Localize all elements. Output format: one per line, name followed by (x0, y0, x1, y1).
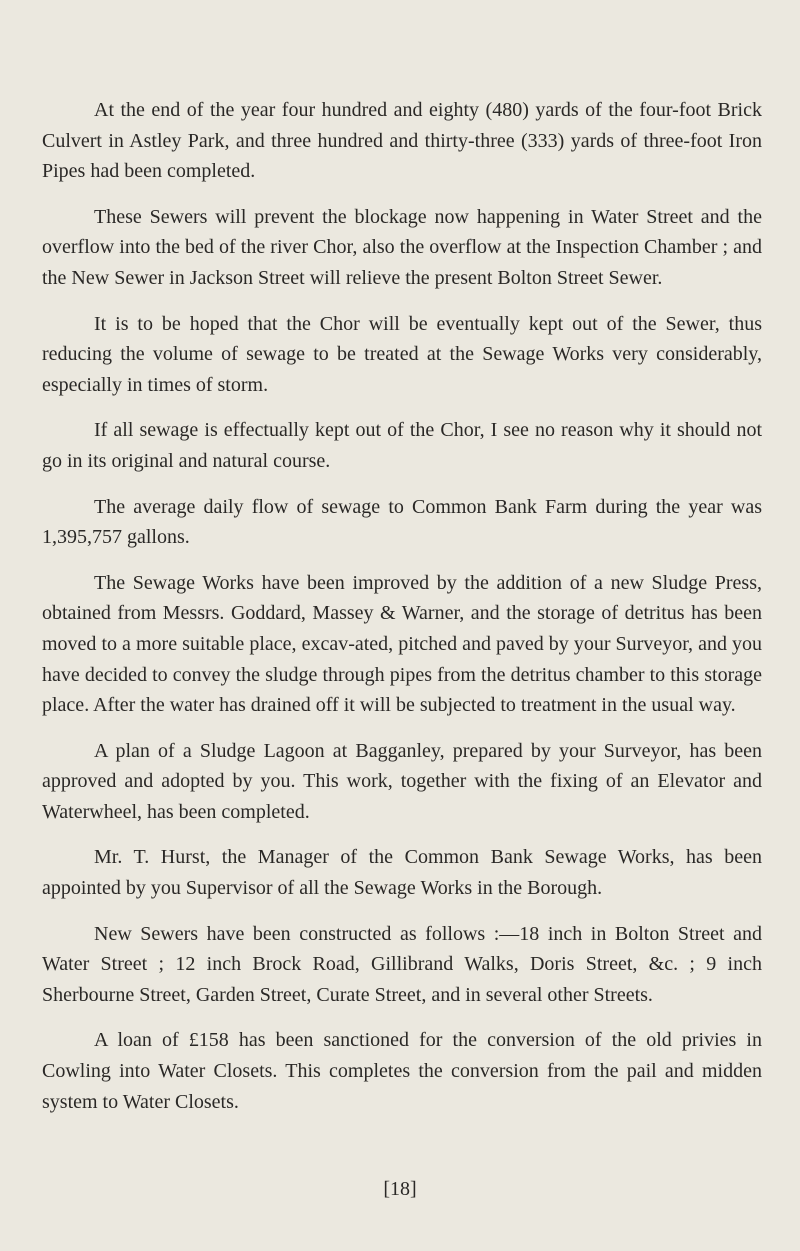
paragraph-sludge-press: The Sewage Works have been improved by the addition of a new Sludge Press, obtained from Messrs. Goddard, Massey & Warner, and the storage of detritus has been moved to a more suitable place, excav-ated, pitched and paved by your Surveyor, and you have decided to convey the sludge through pipes from the detritus chamber to this storage place. After the water has drained off it will be subjected to treatment in the usual way. (42, 571, 762, 717)
paragraph-sewers-blockage: These Sewers will prevent the blockage now happening in Water Street and the overflow into the bed of the river Chor, also the overflow at the Inspection Chamber ; and the New Sewer in Jackson Street will relieve the present Bolton Street Sewer. (42, 205, 762, 289)
paragraph-sludge-lagoon: A plan of a Sludge Lagoon at Bagganley, prepared by your Surveyor, has been approved and adopted by you. This work, together with the fixing of an Elevator and Waterwheel, has been completed. (42, 739, 762, 823)
paragraph-new-sewers: New Sewers have been constructed as follows :—18 inch in Bolton Street and Water Street ; 12 inch Brock Road, Gillibrand Walks, Doris Street, &c. ; 9 inch Sherbourne Street, Garden Street, Curate Street, and in several other Streets. (42, 922, 762, 1006)
paragraph-daily-flow: The average daily flow of sewage to Common Bank Farm during the year was 1,395,757 gallons. (42, 495, 762, 549)
paragraph-chor-kept-out: It is to be hoped that the Chor will be eventually kept out of the Sewer, thus reducing the volume of sewage to be treated at the Sewage Works very considerably, especially in times of storm. (42, 312, 762, 396)
document-body (42, 95, 762, 1132)
paragraph-manager-appointed: Mr. T. Hurst, the Manager of the Common Bank Sewage Works, has been appointed by you Supervisor of all the Sewage Works in the Borough. (42, 846, 762, 900)
paragraph-natural-course: If all sewage is effectually kept out of the Chor, I see no reason why it should not go in its original and natural course. (42, 419, 762, 472)
page-number: [18] (383, 1178, 417, 1200)
paragraph-loan-conversion: A loan of £158 has been sanctioned for the conversion of the old privies in Cowling into Water Closets. This completes the conversion from the pail and midden system to Water Closets. (42, 1029, 762, 1113)
paragraph-culvert-progress: At the end of the year four hundred and eighty (480) yards of the four-foot Brick Culvert in Astley Park, and three hundred and thirty-three (333) yards of three-foot Iron Pipes had been completed. (42, 99, 762, 183)
